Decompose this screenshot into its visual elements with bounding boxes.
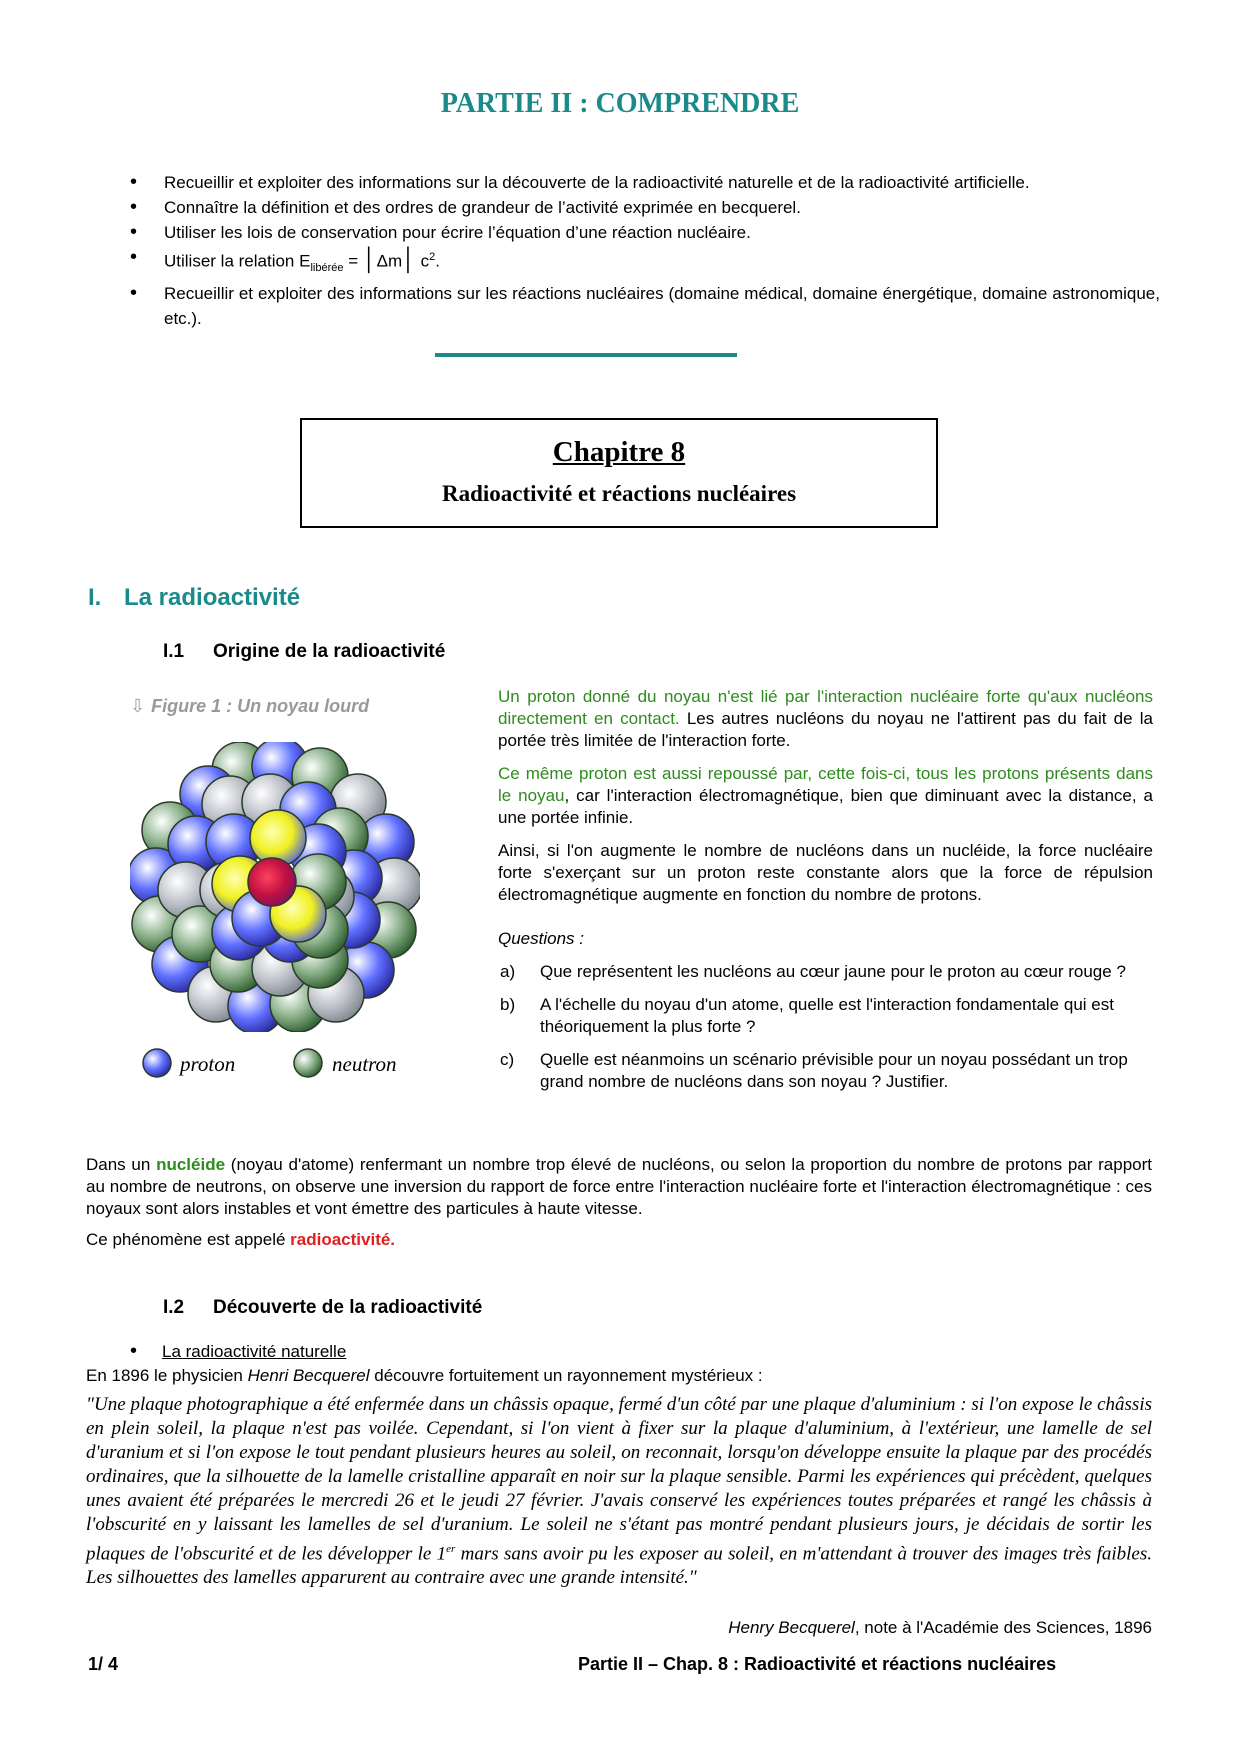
paragraph-1896 — [86, 1366, 763, 1386]
explanation-column — [498, 686, 1153, 1104]
paragraph — [498, 763, 1153, 829]
question-item — [500, 961, 1153, 983]
subsection-heading — [163, 1297, 482, 1319]
footer-title: Partie II – Chap. 8 : Radioactivité et réactions nucléaires — [578, 1654, 1057, 1674]
chapter-subtitle: Radioactivité et réactions nucléaires — [441, 481, 797, 506]
formula-end: . — [435, 251, 440, 271]
bullet-dot: • — [130, 1340, 138, 1362]
term-nucleide: nucléide — [156, 1155, 226, 1174]
divider — [435, 353, 737, 357]
question-text: Que représentent les nucléons au cœur jaune pour le proton au cœur rouge ? — [540, 962, 1126, 981]
highlight-text: Ce même proton est aussi repoussé par, cette fois-ci, tous les protons présents dans le noyau — [498, 764, 1153, 805]
yellow-nucleon-ball — [250, 810, 306, 866]
paragraph: Ainsi, si l'on augmente le nombre de nucléons dans un nucléide, la force nucléaire forte s'exerçant sur un proton reste constante alors que la force de répulsion électromagnétique augmente en fonction du nombre de protons. — [498, 841, 1153, 904]
formula-sup: 2 — [429, 251, 436, 263]
formula-bar-left: │ — [362, 246, 377, 272]
chapter-box — [300, 418, 938, 528]
body-text: (noyau d'atome) renfermant un nombre trop élevé de nucléons, ou selon la proportion du nombre de protons par rapport au nombre de neutrons, on observe une inversion du rapport de force entre l'interaction nucléaire forte et l'interaction électromagnétique : ces noyaux sont alors instables et vont émettre des particules à haute vitesse. — [86, 1155, 1152, 1218]
section-title: La radioactivité — [124, 584, 301, 611]
figure-caption-text: Figure 1 : Un noyau lourd — [151, 696, 370, 716]
becquerel-quote — [86, 1393, 1152, 1590]
proton-legend-icon — [143, 1049, 171, 1077]
chapter-title: Chapitre 8 — [552, 436, 686, 468]
heavy-nucleus-figure — [130, 742, 420, 1032]
attribution-name: Henry Becquerel — [728, 1618, 855, 1637]
subsection-number: I.1 — [163, 641, 185, 662]
person-name: Henri Becquerel — [247, 1366, 370, 1385]
center-proton-ball — [248, 858, 296, 906]
subsection-title: Découverte de la radioactivité — [213, 1297, 483, 1318]
formula-c: c — [415, 251, 430, 271]
objective-item: • Utiliser les lois de conservation pour écrire l’équation d’une réaction nucléaire. — [130, 220, 1160, 245]
body-text: découvre fortuitement un rayonnement mystérieux : — [369, 1366, 763, 1385]
formula-prefix: Utiliser la relation E — [164, 251, 311, 271]
paragraph-nucleide — [86, 1154, 1152, 1220]
formula-bar-right: │ — [402, 246, 416, 272]
body-text: Ce phénomène est appelé — [86, 1230, 291, 1249]
objective-item-formula — [130, 245, 1160, 281]
neutron-legend-icon — [294, 1049, 322, 1077]
legend-neutron-label: neutron — [332, 1052, 397, 1076]
quote-sup: er — [446, 1543, 456, 1555]
part-title: PARTIE II : COMPRENDRE — [440, 88, 800, 119]
question-letter: a) — [500, 962, 516, 981]
question-item — [500, 1049, 1153, 1093]
question-text: A l'échelle du noyau d'un atome, quelle est l'interaction fondamentale qui est théoriquement la plus forte ? — [540, 995, 1114, 1036]
questions-title: Questions : — [498, 929, 584, 948]
paragraph-phenomene — [86, 1230, 395, 1250]
figure-caption — [130, 696, 369, 717]
question-text: Quelle est néanmoins un scénario prévisible pour un noyau possédant un trop grand nombre de nucléons dans son noyau ? Justifier. — [540, 1050, 1128, 1091]
formula-delta: Δm — [376, 251, 403, 271]
body-text: , car l'interaction électromagnétique, bien que diminuant avec la distance, a une portée infinie. — [498, 786, 1153, 827]
figure-legend — [140, 1044, 440, 1084]
body-text: En 1896 le physicien — [86, 1366, 248, 1385]
objectives-list — [130, 170, 1160, 331]
subsection-number: I.2 — [163, 1297, 185, 1318]
formula-sub: libérée — [310, 262, 344, 275]
term-radioactivite: radioactivité. — [290, 1230, 396, 1249]
question-item — [500, 994, 1153, 1038]
section-heading — [88, 584, 300, 612]
subsection-heading — [163, 641, 445, 663]
section-number: I. — [88, 584, 102, 611]
formula-eq: = — [343, 251, 363, 271]
objective-item: • Recueillir et exploiter des informations sur la découverte de la radioactivité naturelle et de la radioactivité artificielle. — [130, 170, 1160, 195]
question-letter: c) — [500, 1050, 515, 1069]
paragraph — [498, 686, 1153, 752]
page-number: 1/ 4 — [88, 1654, 119, 1674]
legend-proton-label: proton — [180, 1052, 236, 1076]
quote-text: mars sans avoir pu les exposer au soleil, en m'attendant à trouver des images très faibles. Les silhouettes des lamelles apparurent au contraire avec une grande intensité." — [86, 1543, 1152, 1589]
body-text: Dans un — [86, 1155, 157, 1174]
objective-item: • Connaître la définition et des ordres de grandeur de l’activité exprimée en becquerel. — [130, 195, 1160, 220]
quote-text: "Une plaque photographique a été enfermée dans un châssis opaque, fermé d'un côté par une plaque d'aluminium : si l'on expose le châssis en plein soleil, la plaque n'est pas voilée. Cependant, si l'on vient à fixer sur la plaque d'aluminium, à l'extérieur, une lamelle de sel d'uranium et si l'on expose le tout pendant plusieurs heures au soleil, on reconnait, lorsqu'on développe ensuite la plaque par des procédés ordinaires, que la silhouette de la lamelle cristalline apparaît en noir sur la plaque sensible. Parmi les expériences qui précèdent, quelques unes avaient été préparées le mercredi 26 et le jeudi 27 février. J'avais conservé les expériences toutes préparées et rangé les châssis à l'obscurité en y laissant les lamelles de sel d'uranium. Le soleil ne s'étant pas montré pendant plusieurs jours, je décidais de sortir les plaques de l'obscurité et de les développer le 1 — [86, 1394, 1152, 1565]
objective-item: • Recueillir et exploiter des informations sur les réactions nucléaires (domaine médical, domaine énergétique, domaine astronomique, etc.). — [130, 281, 1160, 331]
subsection-title: Origine de la radioactivité — [213, 641, 446, 662]
body-text: Les autres nucléons du noyau ne l'attirent pas du fait de la portée très limitée de l'interaction forte. — [498, 709, 1153, 750]
highlight-text: Un proton donné du noyau n'est lié par l'interaction nucléaire forte qu'aux nucléons directement en contact. — [498, 687, 1153, 728]
bullet-label: La radioactivité naturelle — [162, 1342, 347, 1361]
question-letter: b) — [500, 995, 516, 1014]
quote-attribution — [728, 1618, 1152, 1638]
down-arrow-icon: ⇩ — [130, 696, 146, 716]
bullet-natural-radioactivity — [130, 1340, 346, 1363]
attribution-rest: , note à l'Académie des Sciences, 1896 — [854, 1618, 1152, 1637]
